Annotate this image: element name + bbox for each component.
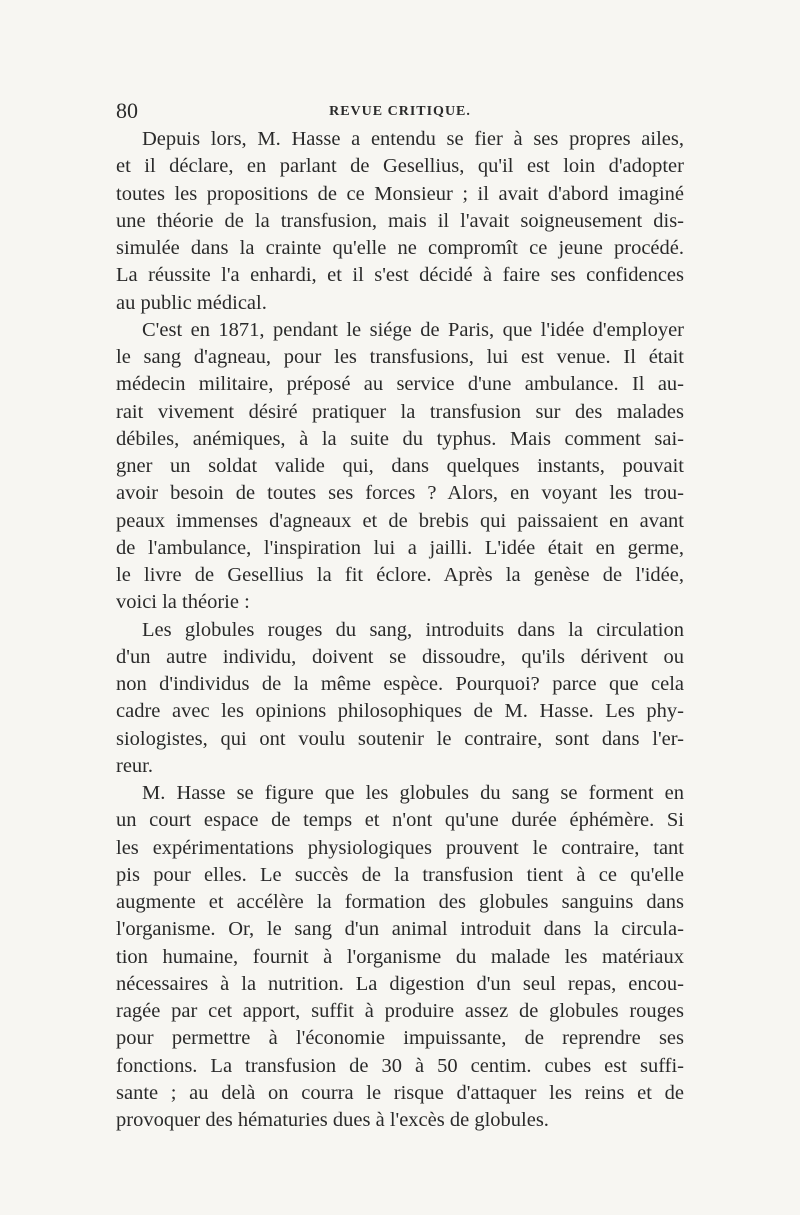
text-line: Depuis lors, M. Hasse a entendu se fier à ses propres ailes, [142, 128, 684, 150]
text-line: l'organisme. Or, le sang d'un animal introduit dans la circula- [116, 918, 684, 941]
text-line: siologistes, qui ont voulu soutenir le contraire, sont dans l'er- [116, 727, 684, 750]
text-line: gner un soldat valide qui, dans quelques instants, pouvait [116, 455, 684, 477]
text-line: rait vivement désiré pratiquer la transfusion sur des malades [116, 400, 684, 423]
text-line: provoquer des hématuries dues à l'excès de globules. [116, 1109, 549, 1131]
paragraph-3 [116, 617, 684, 781]
text-line: cadre avec les opinions philosophiques de M. Hasse. Les phy- [116, 700, 684, 723]
text-line: le livre de Gesellius la fit éclore. Après la genèse de l'idée, [116, 564, 684, 586]
text-line: voici la théorie : [116, 591, 250, 614]
text-line: M. Hasse se figure que les globules du sang se forment en [142, 782, 684, 804]
text-line: ragée par cet apport, suffit à produire assez de globules rouges [116, 1000, 684, 1022]
text-line: Les globules rouges du sang, introduits dans la circulation [142, 618, 684, 641]
body-text [116, 126, 684, 1134]
journal-title: REVUE CRITIQUE. [329, 104, 471, 119]
text-line: au public médical. [116, 291, 267, 314]
page-number: 80 [116, 98, 138, 123]
text-line: nécessaires à la nutrition. La digestion d'un seul repas, encou- [116, 972, 684, 995]
running-head [116, 96, 684, 126]
paragraph-2 [116, 317, 684, 617]
text-line: peaux immenses d'agneaux et de brebis qui paissaient en avant [116, 509, 684, 532]
text-line: et il déclare, en parlant de Gesellius, qu'il est loin d'adopter [116, 155, 684, 178]
text-line: reur. [116, 754, 153, 777]
paragraph-4 [116, 780, 684, 1134]
text-line: un court espace de temps et n'ont qu'une durée éphémère. Si [116, 809, 684, 832]
text-line: sante ; au delà on courra le risque d'attaquer les reins et de [116, 1081, 684, 1104]
text-line: médecin militaire, préposé au service d'une ambulance. Il au- [116, 373, 684, 396]
text-line: pour permettre à l'économie impuissante, de reprendre ses [116, 1027, 684, 1050]
text-line: une théorie de la transfusion, mais il l'avait soigneusement dis- [116, 209, 684, 232]
text-line: de l'ambulance, l'inspiration lui a jailli. L'idée était en germe, [116, 536, 684, 559]
text-line: les expérimentations physiologiques prouvent le contraire, tant [116, 836, 684, 859]
text-line: augmente et accélère la formation des globules sanguins dans [116, 891, 684, 913]
text-line: C'est en 1871, pendant le siége de Paris, que l'idée d'employer [142, 318, 684, 341]
text-line: toutes les propositions de ce Monsieur ; il avait d'abord imaginé [116, 182, 684, 205]
text-line: simulée dans la crainte qu'elle ne compromît ce jeune procédé. [116, 237, 684, 259]
text-line: avoir besoin de toutes ses forces ? Alors, en voyant les trou- [116, 482, 684, 505]
text-line: pis pour elles. Le succès de la transfusion tient à ce qu'elle [116, 863, 684, 886]
text-line: La réussite l'a enhardi, et il s'est décidé à faire ses confidences [116, 264, 684, 287]
text-line: fonctions. La transfusion de 30 à 50 centim. cubes est suffi- [116, 1054, 684, 1077]
text-line: d'un autre individu, doivent se dissoudre, qu'ils dérivent ou [116, 645, 684, 668]
text-line: le sang d'agneau, pour les transfusions, lui est venue. Il était [116, 346, 684, 368]
paragraph-1 [116, 126, 684, 317]
text-line: non d'individus de la même espèce. Pourquoi? parce que cela [116, 673, 684, 695]
text-line: tion humaine, fournit à l'organisme du malade les matériaux [116, 945, 684, 968]
text-line: débiles, anémiques, à la suite du typhus. Mais comment sai- [116, 427, 684, 450]
